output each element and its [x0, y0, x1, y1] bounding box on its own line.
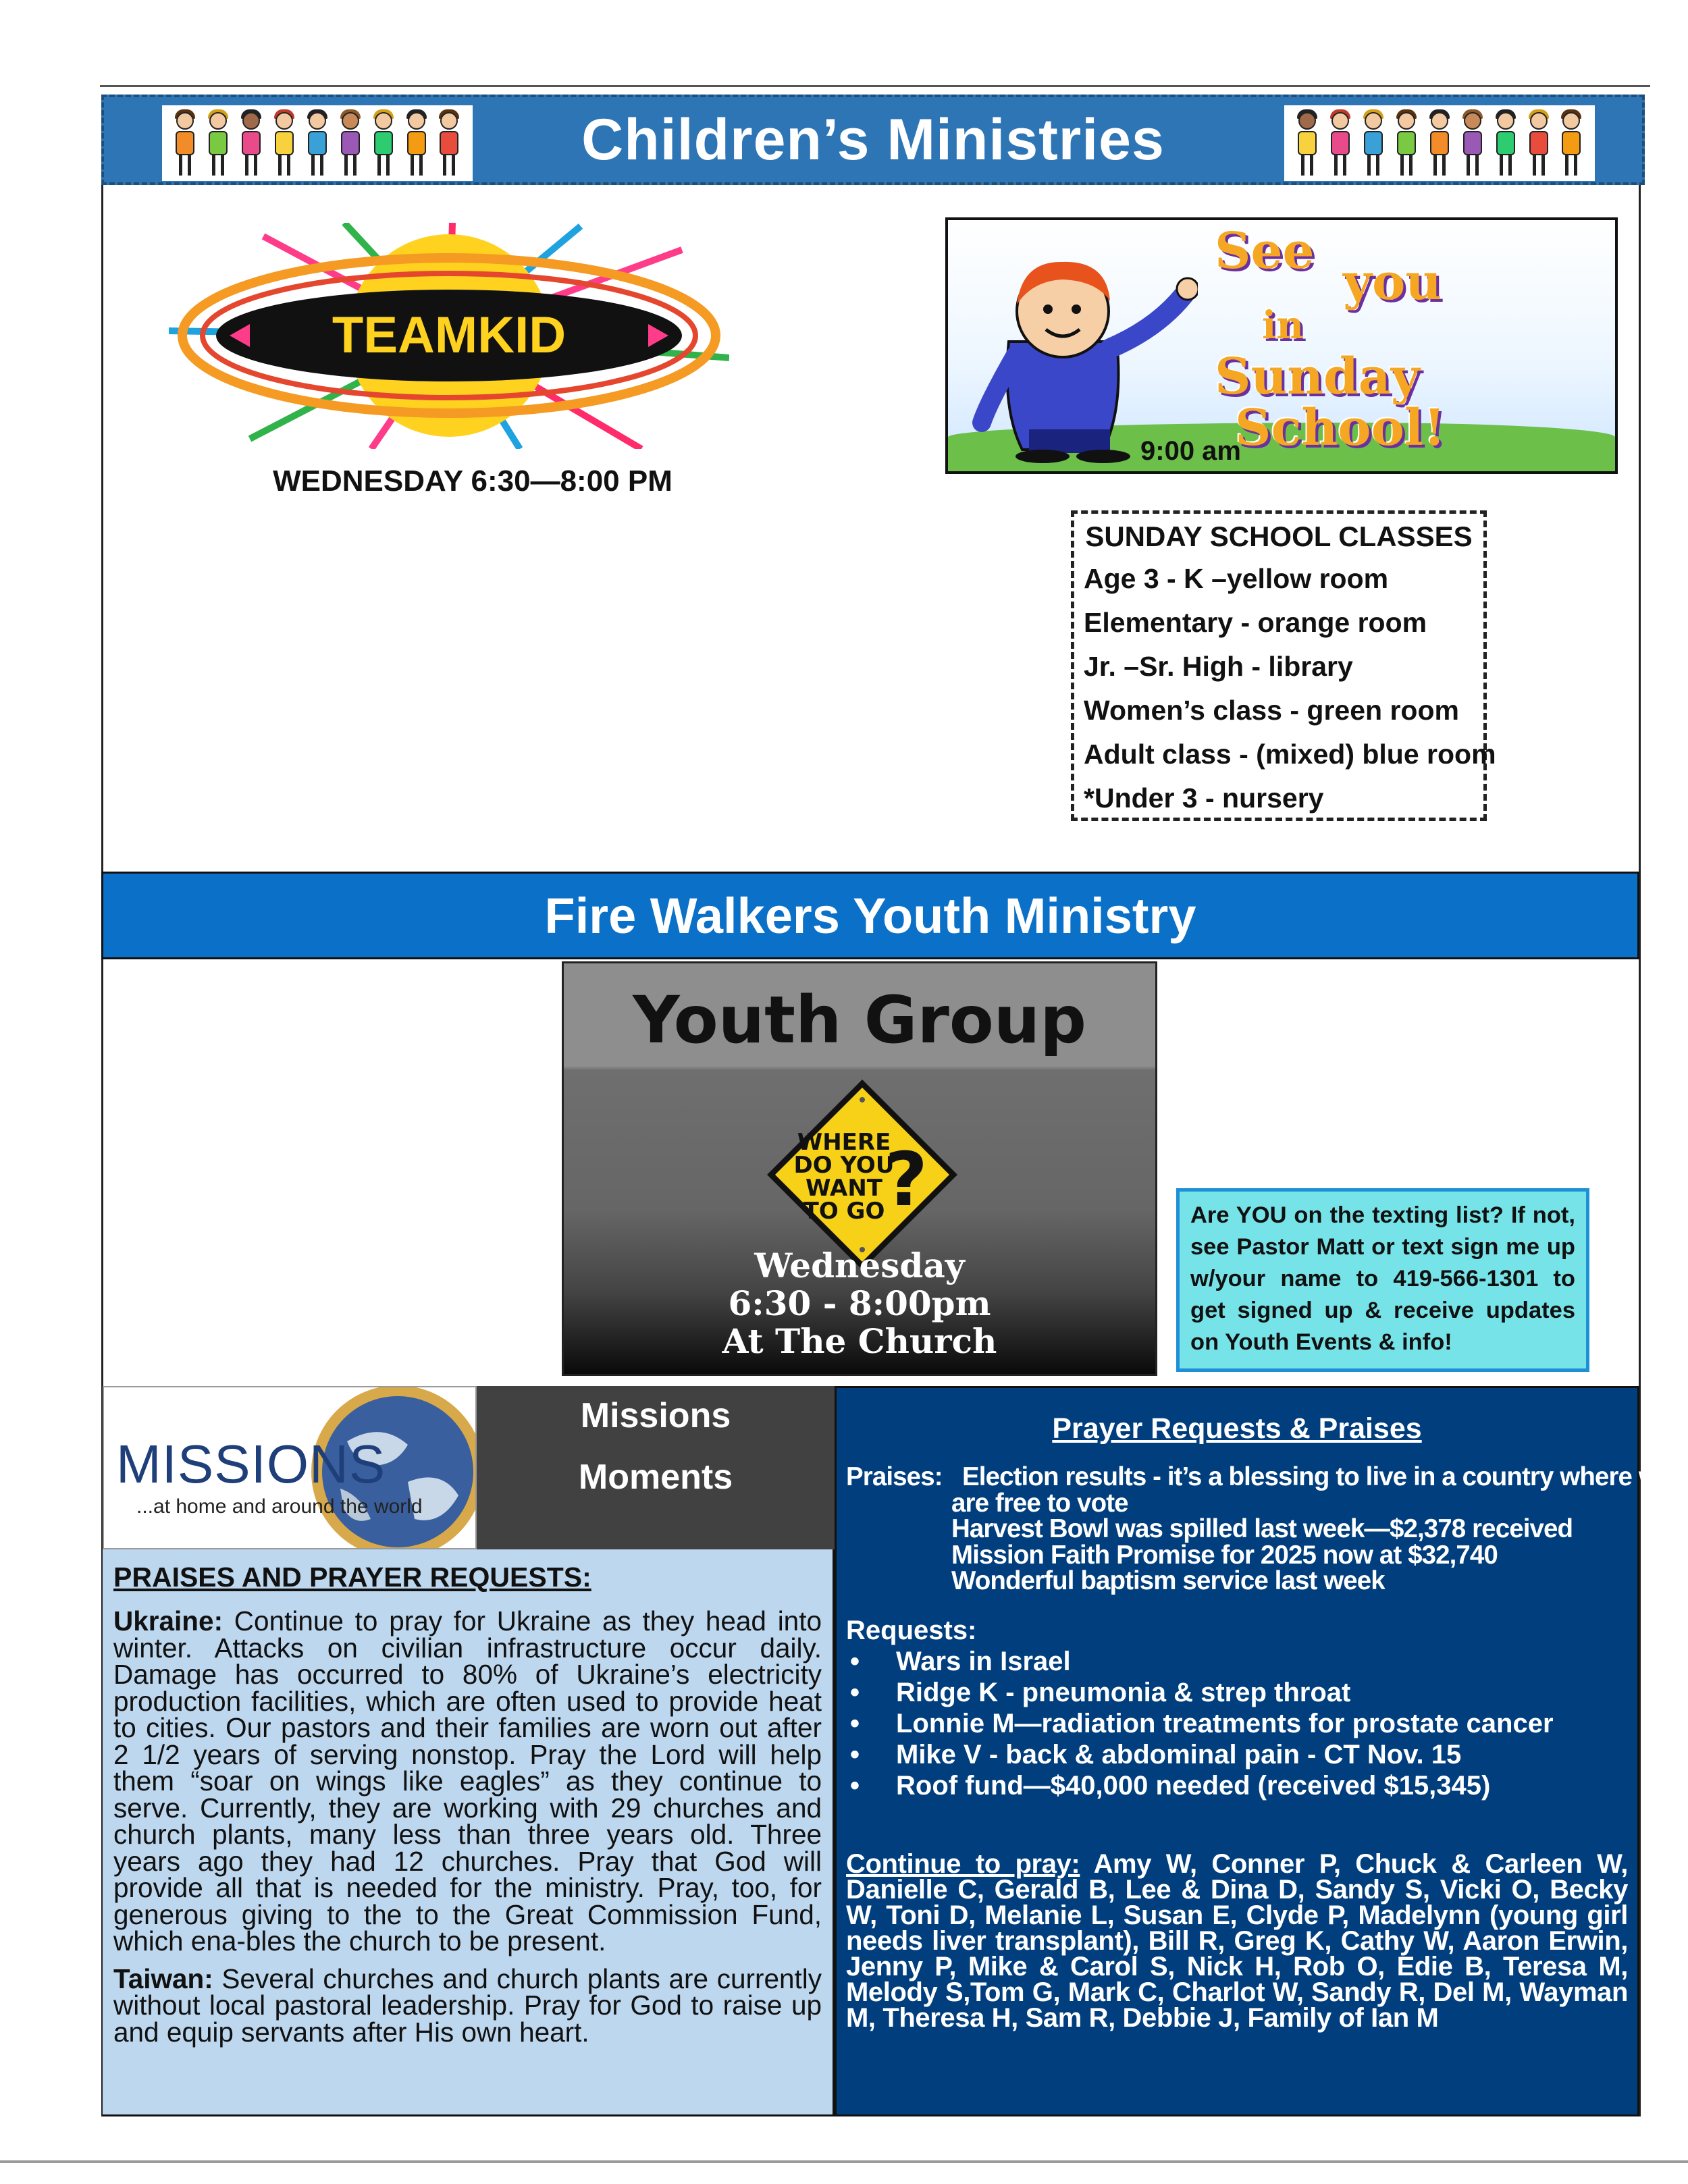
sunday-school-graphic	[945, 217, 1618, 474]
youth-group-graphic	[562, 961, 1157, 1376]
ukraine-label: Ukraine:	[113, 1605, 223, 1636]
praise-item: Harvest Bowl was spilled last week—$2,378 received	[951, 1514, 1573, 1543]
sunday-text-line-1: See	[1215, 222, 1315, 280]
request-item	[846, 1739, 1628, 1770]
prayer-requests-panel	[835, 1386, 1672, 2116]
taiwan-label: Taiwan:	[113, 1963, 213, 1994]
childrens-ministries-title: Children’s Ministries	[581, 107, 1165, 172]
praise-item: Election results - it’s a blessing to live in a country where we	[962, 1462, 1672, 1491]
continue-to-pray-names: Amy W, Conner P, Chuck & Carleen W, Danielle C, Gerald B, Lee & Dina D, Sandy S, Vicki O, Becky W, Toni D, Melanie L, Susan E, Clyde P, Madelynn (young girl needs liver transplant), Bill R, Greg K, Cathy W, Aaron Erwin, Jenny P, Mike & Carol S, Nick H, Rob O, Edie B, Teresa M, Melody S,Tom G, Mark C, Charlot W, Sandy R, Del M, Wayman M, Theresa H, Sam R, Debbie J, Family of Ian M	[846, 1848, 1628, 2033]
teamkid-schedule: WEDNESDAY 6:30—8:00 PM	[273, 464, 672, 498]
praises-label: Praises:	[846, 1462, 943, 1491]
missions-logo	[103, 1386, 477, 1549]
class-item: Elementary - orange room	[1084, 607, 1427, 638]
classes-title: SUNDAY SCHOOL CLASSES	[1085, 521, 1473, 552]
top-rule	[100, 85, 1650, 87]
missions-logo-word: MISSIONS	[116, 1434, 386, 1494]
missions-prayer-heading: PRAISES AND PRAYER REQUESTS:	[113, 1562, 591, 1593]
class-item: Jr. –Sr. High - library	[1084, 651, 1353, 682]
sunday-text-line-5: School!	[1235, 399, 1446, 457]
sunday-school-time: 9:00 am	[1140, 436, 1241, 466]
road-sign-icon	[764, 1077, 960, 1273]
class-item: Women’s class - green room	[1084, 695, 1459, 726]
page-bottom-rule	[0, 2160, 1688, 2163]
sunday-text-line-4: Sunday	[1215, 348, 1420, 406]
youth-ministry-title: Fire Walkers Youth Ministry	[544, 887, 1196, 944]
sunday-text-line-3: in	[1262, 303, 1304, 348]
bullet-icon: •	[850, 1708, 860, 1738]
teamkid-logo-text: TEAMKID	[332, 307, 566, 364]
request-text: Lonnie M—radiation treatments for prostate cancer	[896, 1708, 1554, 1738]
prayer-requests-heading: Prayer Requests & Praises	[1052, 1412, 1422, 1445]
kids-clipart-left	[162, 105, 473, 181]
request-item	[846, 1646, 1628, 1677]
praise-item: are free to vote	[951, 1488, 1128, 1518]
sign-line-2: DO YOU	[793, 1152, 895, 1179]
question-mark-glyph: ?	[885, 1136, 928, 1223]
youth-group-schedule	[564, 1247, 1155, 1360]
see-you-in-sunday-school-text	[1215, 222, 1606, 457]
texting-list-text: Are YOU on the texting list? If not, see Pastor Matt or text sign me up w/your name to 419-566-1301 to get signed up & receive updates on Youth Events & info!	[1190, 1202, 1575, 1355]
sunday-school-classes-box	[1071, 510, 1496, 821]
ukraine-paragraph	[113, 1605, 822, 1956]
bullet-icon: •	[850, 1770, 860, 1801]
praises-first-line	[846, 1462, 1672, 1491]
missions-moments-line-1: Missions	[580, 1396, 731, 1435]
continue-to-pray-label: Continue to pray:	[846, 1848, 1080, 1879]
praise-item: Mission Faith Promise for 2025 now at $32,740	[951, 1540, 1498, 1570]
ukraine-text: Continue to pray for Ukraine as they head into winter. Attacks on civilian infrastructure occur daily. Damage has occurred to 80% of Ukraine’s electricity production facilities, which are often used to provide heat to cities. Our pastors and their families are worn out after 2 1/2 years of serving nonstop. Pray the Lord will help them “soar on wings like eagles” as they continue to serve. Currently, they are working with 29 churches and church plants, many less than three years old. Three years ago they had 12 churches. Pray that God will provide all that is needed for the ministry. Pray, too, for generous giving to the to the Great Commission Fund, which ena-bles the church to be present.	[113, 1605, 822, 1956]
request-text: Roof fund—$40,000 needed (received $15,345)	[896, 1770, 1491, 1801]
sign-line-4: TO GO	[803, 1198, 885, 1225]
texting-list-note	[1176, 1188, 1589, 1372]
class-item: Age 3 - K –yellow room	[1084, 563, 1389, 594]
request-text: Wars in Israel	[896, 1646, 1071, 1676]
missions-prayer-panel	[103, 1549, 835, 2116]
praise-item: Wonderful baptism service last week	[951, 1566, 1385, 1595]
request-text: Mike V - back & abdominal pain - CT Nov. 15	[896, 1739, 1462, 1769]
class-item: Adult class - (mixed) blue room	[1084, 739, 1496, 770]
sign-line-1: WHERE	[797, 1129, 891, 1156]
request-item	[846, 1677, 1628, 1708]
bullet-icon: •	[850, 1739, 860, 1769]
waving-boy-illustration	[968, 247, 1198, 463]
class-item: *Under 3 - nursery	[1084, 782, 1324, 814]
request-item	[846, 1770, 1628, 1801]
taiwan-text: Several churches and church plants are currently without local pastoral leadership. Pray for God to raise up and equip servants after His own heart.	[113, 1963, 822, 2048]
missions-logo-subtitle: ...at home and around the world	[136, 1495, 423, 1518]
taiwan-paragraph	[113, 1963, 822, 2048]
kids-clipart-right	[1284, 105, 1595, 181]
youth-group-heading: Youth Group	[633, 982, 1086, 1058]
request-item	[846, 1708, 1628, 1739]
youth-ministry-header	[101, 872, 1639, 959]
youth-time: 6:30 - 8:00pm	[728, 1283, 991, 1323]
missions-moments-header	[477, 1386, 835, 1549]
request-text: Ridge K - pneumonia & strep throat	[896, 1677, 1351, 1707]
sign-line-3: WANT	[806, 1175, 882, 1202]
youth-day: Wednesday	[754, 1246, 965, 1285]
teamkid-logo	[169, 223, 729, 449]
bullet-icon: •	[850, 1646, 860, 1676]
sunday-text-line-2: you	[1343, 253, 1442, 311]
youth-place: At The Church	[722, 1321, 997, 1361]
requests-label: Requests:	[846, 1615, 977, 1645]
bullet-icon: •	[850, 1677, 860, 1707]
continue-to-pray-list	[846, 1848, 1628, 2033]
missions-moments-line-2: Moments	[578, 1458, 733, 1497]
